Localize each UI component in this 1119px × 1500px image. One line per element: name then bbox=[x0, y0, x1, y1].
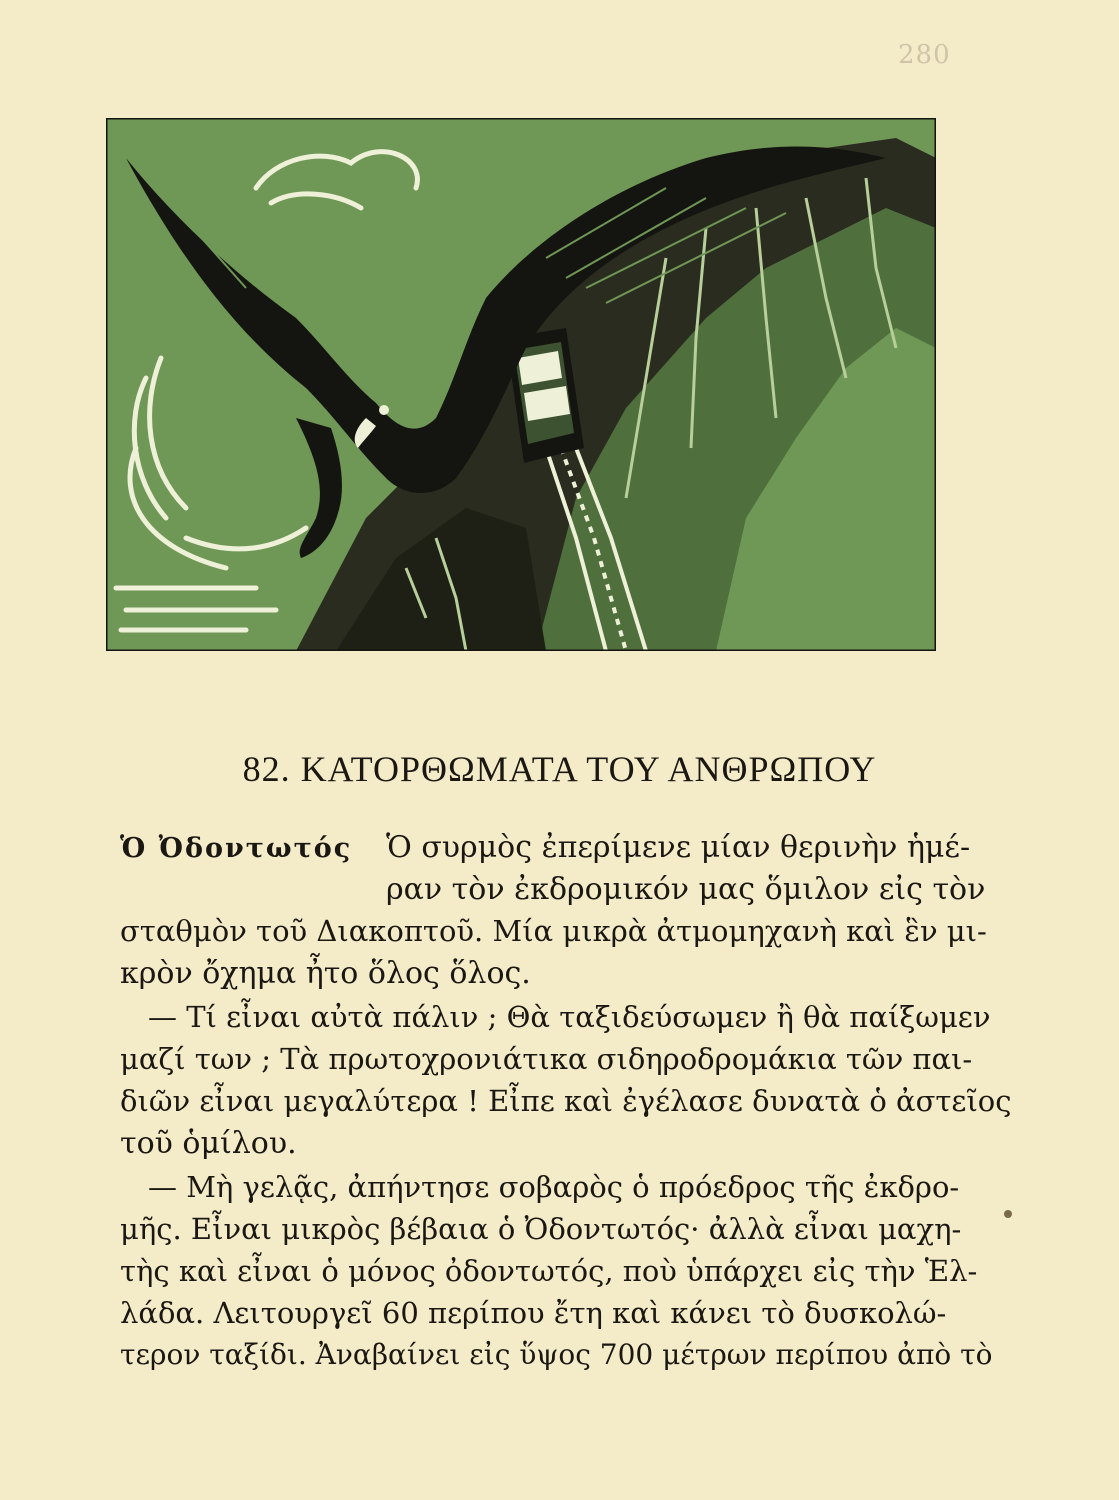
page-number: 280 bbox=[898, 40, 951, 70]
text-line-11: τὴς καὶ εἶναι ὁ μόνος ὀδοντωτός, ποὺ ὑπάρχει εἰς τὴν Ἑλ- bbox=[120, 1254, 978, 1288]
text-line-3: σταθμὸν τοῦ Διακοπτοῦ. Μία μικρὰ ἀτμομηχανὴ καὶ ἓν μι- bbox=[120, 914, 987, 948]
margin-mark bbox=[1004, 1210, 1012, 1218]
text-line-12: λάδα. Λειτουργεῖ 60 περίπου ἔτη καὶ κάνει τὸ δυσκολώ- bbox=[120, 1296, 947, 1330]
text-line-4: κρὸν ὄχημα ἦτο ὅλος ὅλος. bbox=[120, 956, 531, 991]
text-line-8: τοῦ ὁμίλου. bbox=[120, 1126, 297, 1161]
eagle-eye bbox=[379, 405, 389, 415]
text-line-9: — Μὴ γελᾷς, ἀπήντησε σοβαρὸς ὁ πρόεδρος τῆς ἐκδρο- bbox=[148, 1170, 960, 1204]
text-line-2: ραν τὸν ἐκδρομικόν μας ὅμιλον εἰς τὸν bbox=[386, 872, 986, 907]
text-line-7: διῶν εἶναι μεγαλύτερα ! Εἶπε καὶ ἐγέλασε δυνατὰ ὁ ἀστεῖος bbox=[120, 1084, 1012, 1118]
text-line-1: Ὁ συρμὸς ἐπερίμενε μίαν θερινὴν ἡμέ- bbox=[386, 830, 971, 865]
eagle-train-illustration bbox=[106, 118, 936, 651]
text-line-5: — Τί εἶναι αὐτὰ πάλιν ; Θὰ ταξιδεύσωμεν ἢ θὰ παίξωμεν bbox=[148, 1000, 991, 1034]
text-line-13: τερον ταξίδι. Ἀναβαίνει εἰς ὕψος 700 μέτρων περίπου ἀπὸ τὸ bbox=[120, 1338, 993, 1371]
text-line-6: μαζί των ; Τὰ πρωτοχρονιάτικα σιδηροδρομάκια τῶν παι- bbox=[120, 1042, 973, 1076]
text-line-10: μῆς. Εἶναι μικρὸς βέβαια ὁ Ὀδοντωτός· ἀλλὰ εἶναι μαχη- bbox=[120, 1212, 962, 1246]
side-heading: Ὁ Ὀδοντωτός bbox=[120, 833, 353, 864]
chapter-title: 82. ΚΑΤΟΡΘΩΜΑΤΑ ΤΟΥ ΑΝΘΡΩΠΟΥ bbox=[242, 749, 877, 789]
